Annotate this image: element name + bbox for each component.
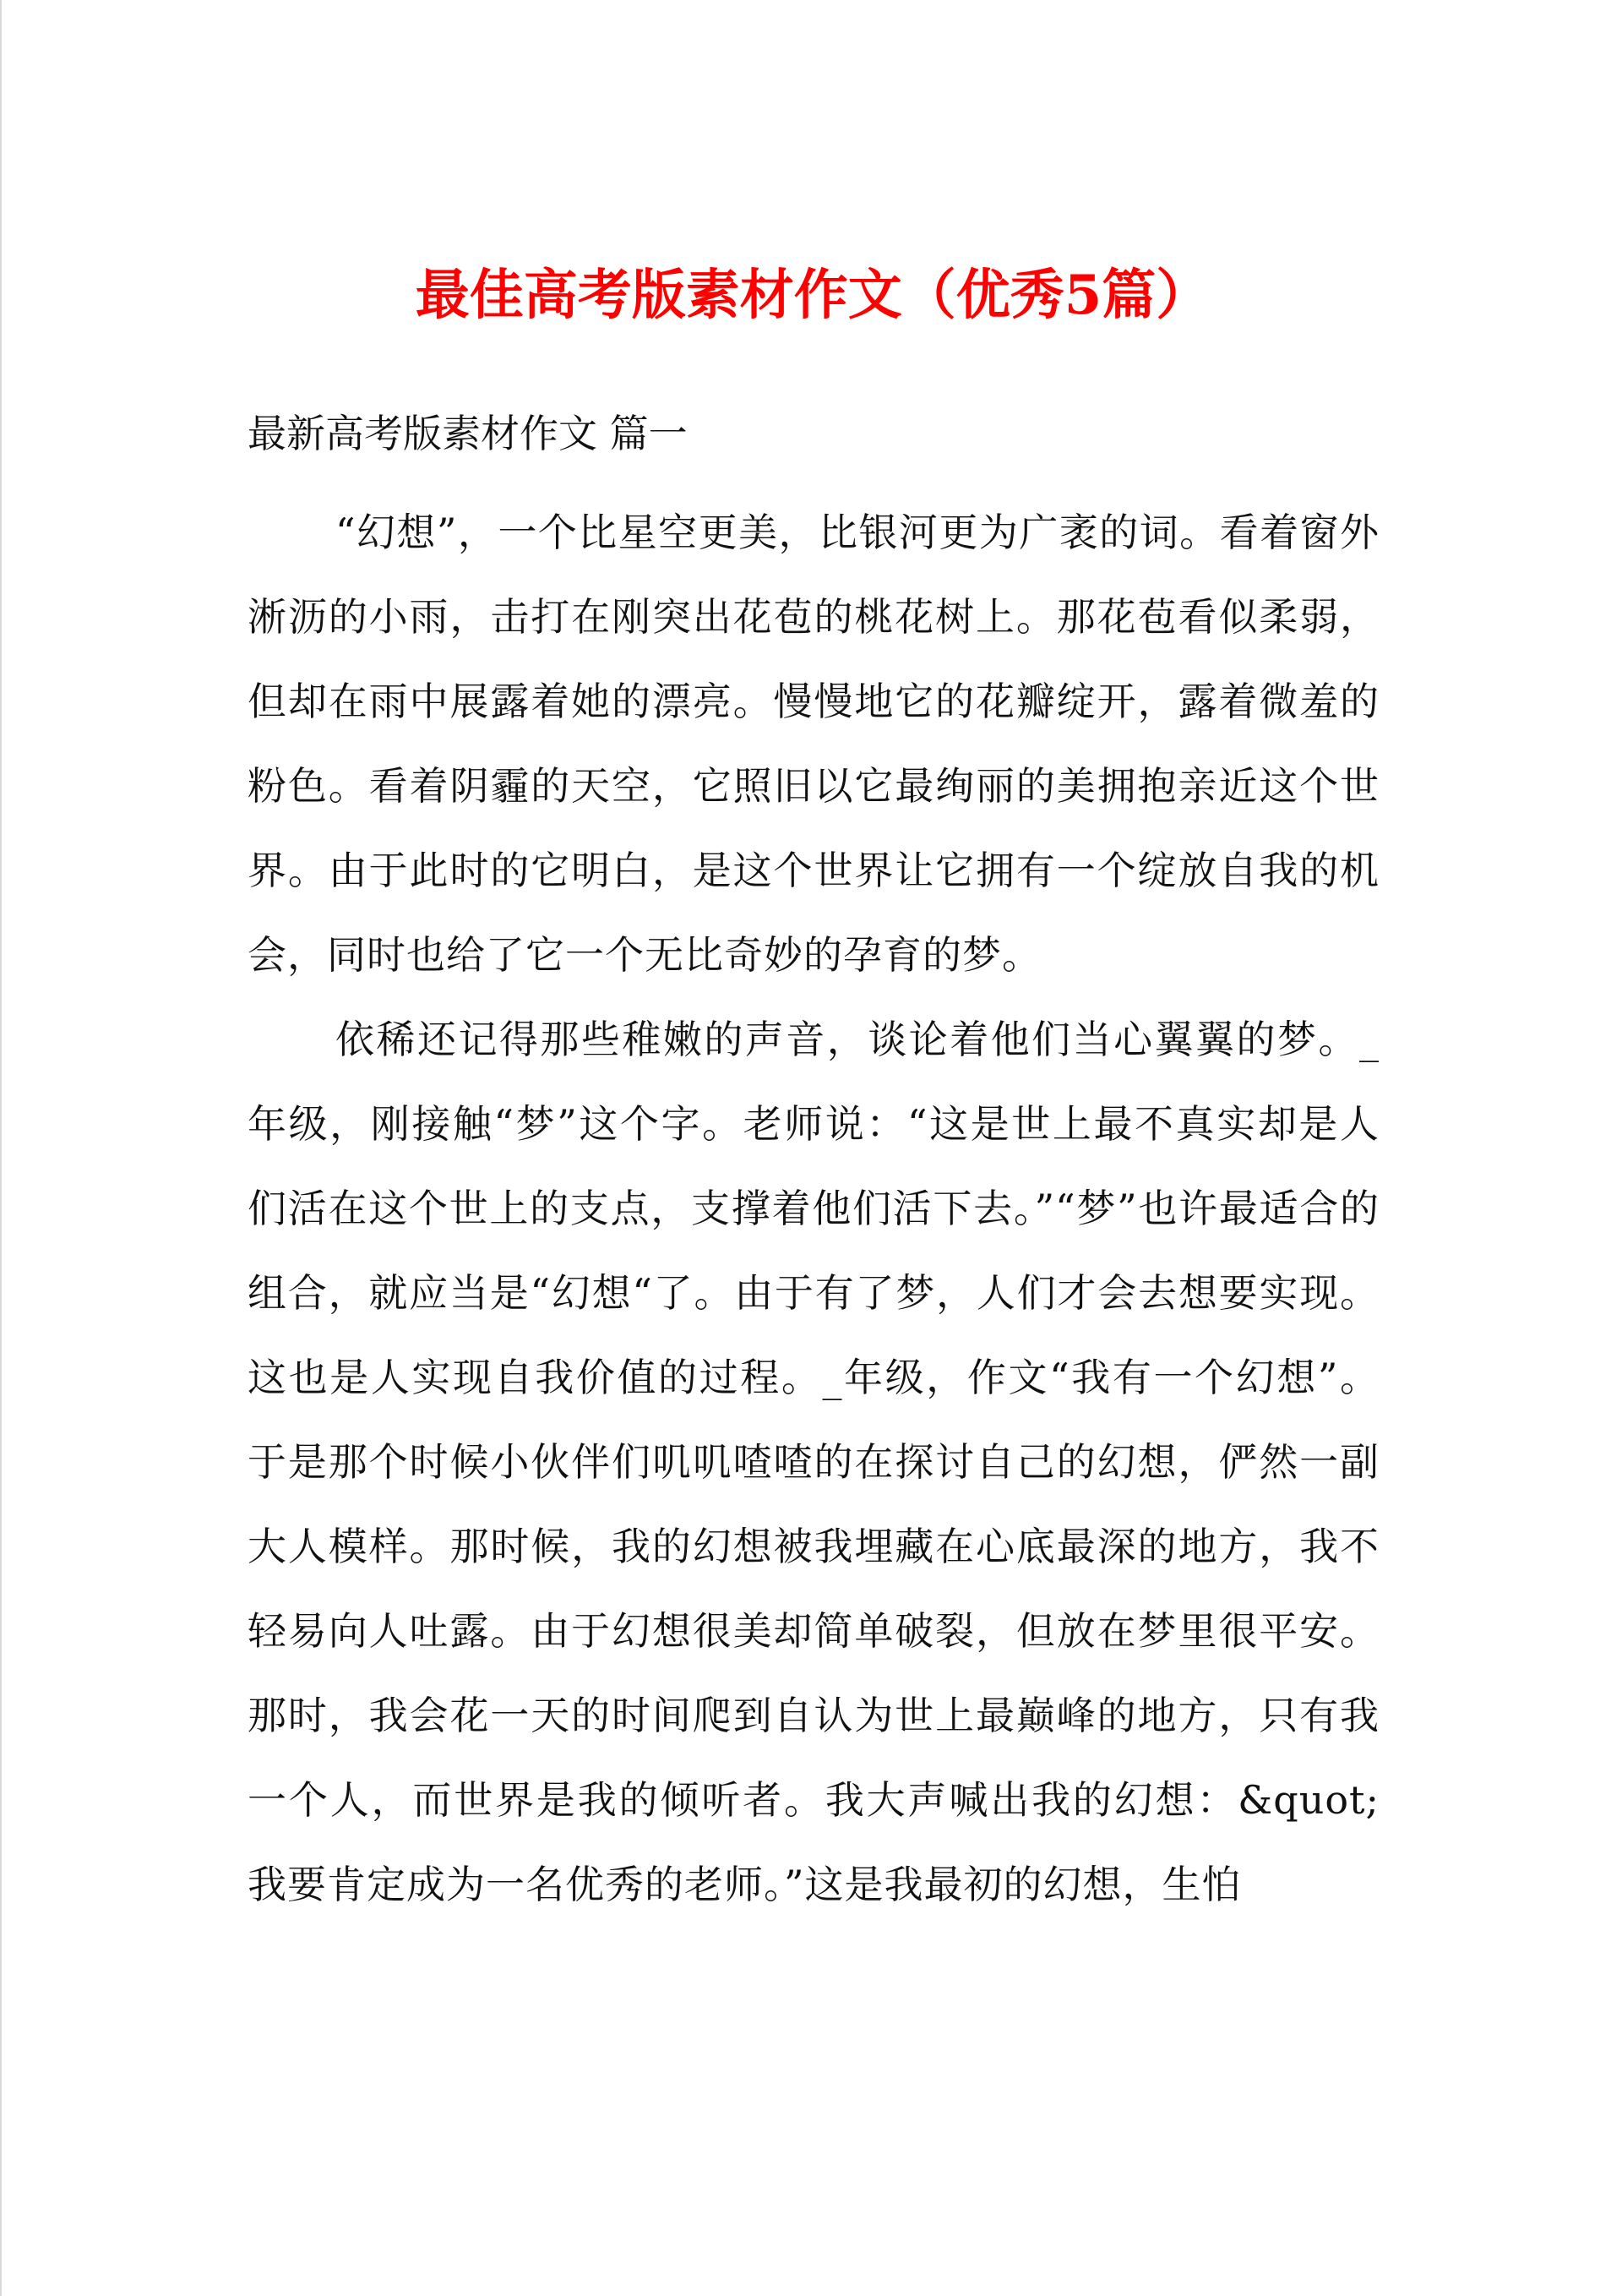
- paragraph-1: “幻想”，一个比星空更美，比银河更为广袤的词。看着窗外淅沥的小雨，击打在刚突出花苞的桃花树上。那花苞看似柔弱，但却在雨中展露着她的漂亮。慢慢地它的花瓣绽开，露着微羞的粉色。看着阴霾的天空，它照旧以它最绚丽的美拥抱亲近这个世界。由于此时的它明白，是这个世界让它拥有一个绽放自我的机会，同时也给了它一个无比奇妙的孕育的梦。: [248, 510, 1380, 978]
- document-title: 最佳高考版素材作文（优秀5篇）: [415, 264, 1211, 327]
- paragraph-2: 依稀还记得那些稚嫩的声音，谈论着他们当心翼翼的梦。_年级，刚接触“梦”这个字。老师说：“这是世上最不真实却是人们活在这个世上的支点，支撑着他们活下去。”“梦”也许最适合的组合，就应当是“幻想“了。由于有了梦，人们才会去想要实现。这也是人实现自我价值的过程。_年级，作文“我有一个幻想”。于是那个时候小伙伴们叽叽喳喳的在探讨自己的幻想，俨然一副大人模样。那时候，我的幻想被我埋藏在心底最深的地方，我不轻易向人吐露。由于幻想很美却简单破裂，但放在梦里很平安。那时，我会花一天的时间爬到自认为世上最巅峰的地方，只有我一个人，而世界是我的倾听者。我大声喊出我的幻想：&quot;我要肯定成为一名优秀的老师。”这是我最初的幻想，生怕: [248, 1017, 1380, 1907]
- section-heading: 最新高考版素材作文 篇一: [248, 411, 688, 456]
- document-body: [248, 490, 1380, 1927]
